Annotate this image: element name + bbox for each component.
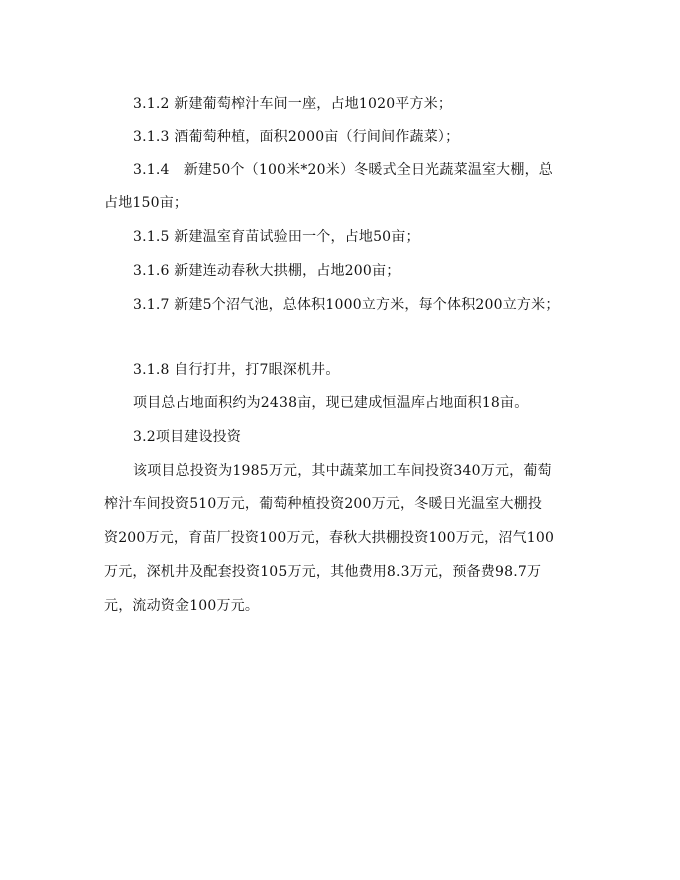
text-investment-line-2: 榨汁车间投资510万元，葡萄种植投资200万元，冬暖日光温室大棚投 [104, 496, 543, 512]
text-line-3-1-6: 3.1.6 新建连动春秋大拱棚，占地200亩； [133, 263, 401, 279]
text-investment-line-3: 资200万元，育苗厂投资100万元，春秋大拱棚投资100万元，沼气100 [104, 530, 555, 546]
text-line-3-1-8: 3.1.8 自行打井，打7眼深机井。 [133, 362, 340, 378]
text-line-total-area: 项目总占地面积约为2438亩，现已建成恒温库占地面积18亩。 [133, 395, 529, 411]
text-investment-line-1: 该项目总投资为1985万元，其中蔬菜加工车间投资340万元，葡萄 [133, 463, 552, 479]
text-line-3-1-4-cont: 占地150亩； [104, 195, 189, 211]
text-investment-line-4: 万元，深机井及配套投资105万元，其他费用8.3万元，预备费98.7万 [104, 564, 542, 580]
text-investment-line-5: 元，流动资金100万元。 [104, 598, 260, 614]
text-line-3-1-7: 3.1.7 新建5个沼气池，总体积1000立方米，每个体积200立方米； [133, 297, 560, 313]
text-line-3-1-4: 3.1.4 新建50个（100米*20米）冬暖式全日光蔬菜温室大棚，总 [133, 162, 553, 178]
text-line-3-1-2: 3.1.2 新建葡萄榨汁车间一座，占地1020平方米； [133, 96, 453, 112]
text-line-3-1-5: 3.1.5 新建温室育苗试验田一个，占地50亩； [133, 229, 420, 245]
section-heading-3-2: 3.2项目建设投资 [133, 429, 242, 445]
text-line-3-1-3: 3.1.3 酒葡萄种植，面积2000亩（行间间作蔬菜）； [133, 129, 460, 145]
